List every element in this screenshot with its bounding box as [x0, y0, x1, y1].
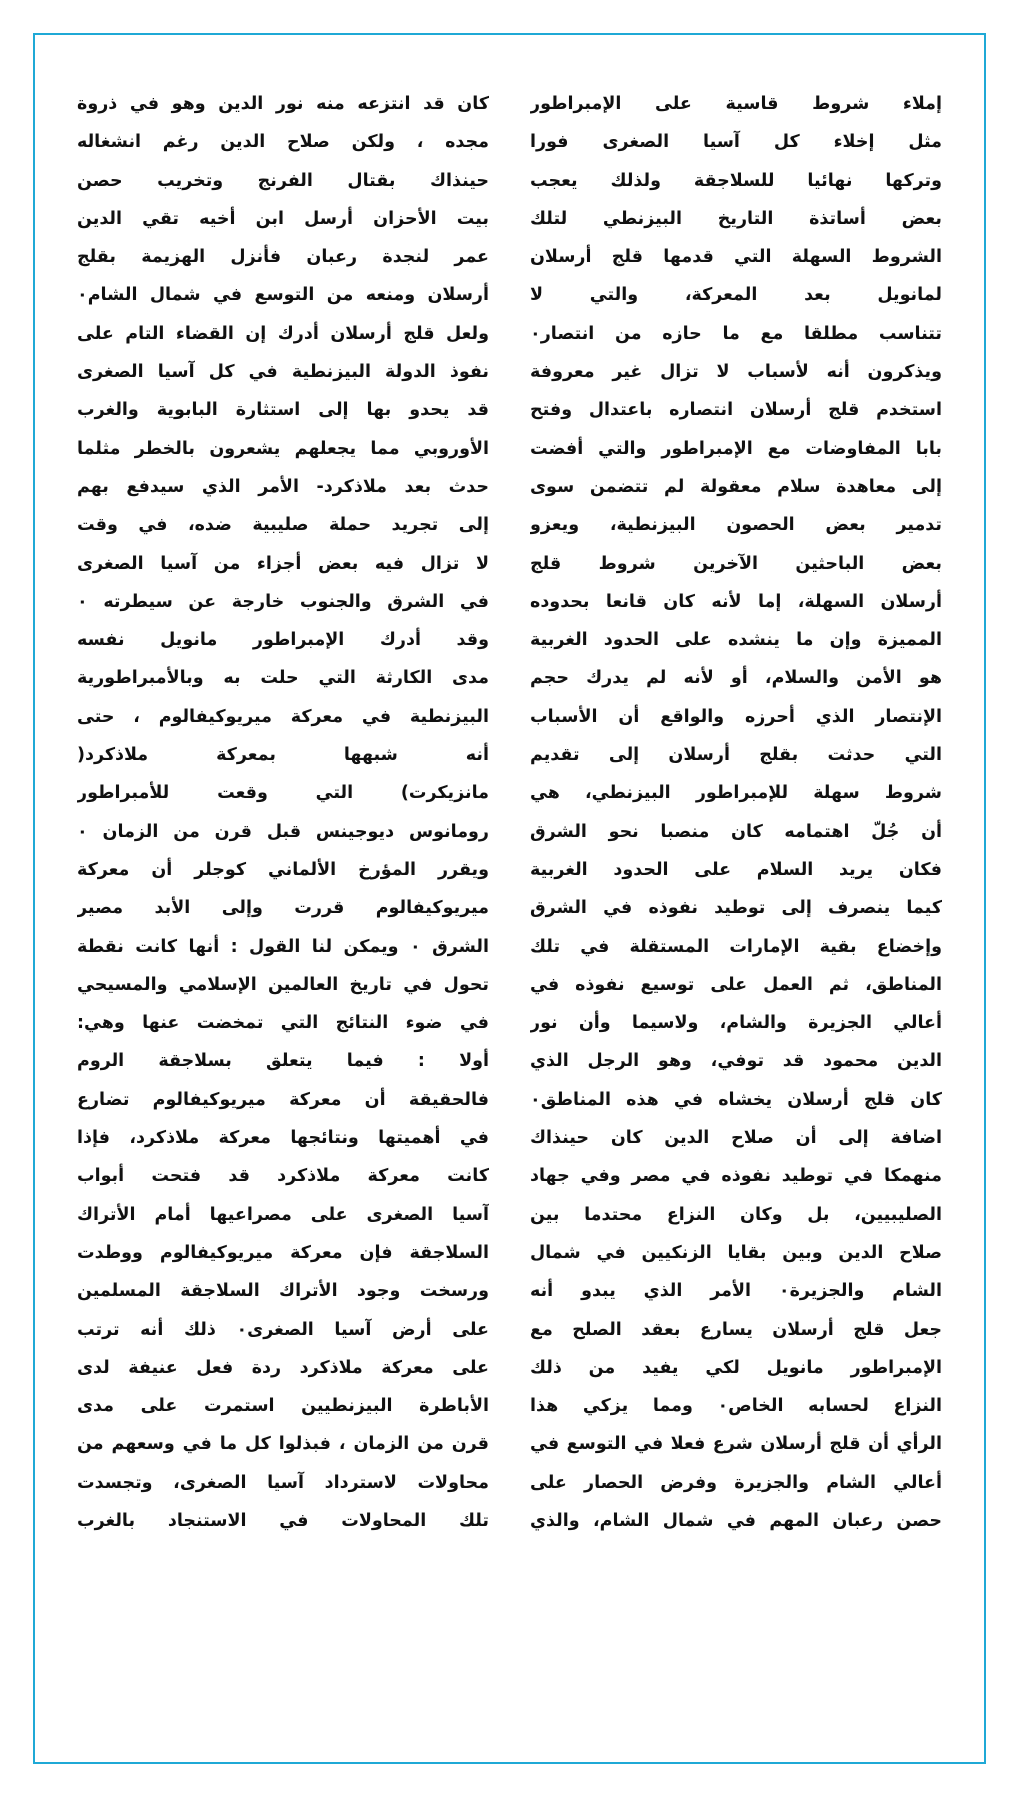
text-line: منهمكا في توطيد نفوذه في مصر وفي جهاد	[530, 1166, 942, 1187]
text-line: كان قد انتزعه منه نور الدين وهو في ذروة	[77, 94, 489, 114]
text-line: لا تزال فيه بعض أجزاء من آسيا الصغرى	[77, 553, 489, 574]
text-line: ويذكرون أنه لأسباب لا تزال غير معروفة	[530, 362, 942, 383]
text-line: أعالي الجزيرة والشام، ولاسيما وأن نور	[530, 1013, 942, 1034]
text-line: المميزة وإن ما ينشده على الحدود الغربية	[530, 630, 942, 651]
text-line: بيت الأحزان أرسل ابن أخيه تقي الدين	[77, 208, 489, 229]
text-line: اضافة إلى أن صلاح الدين كان حينذاك	[530, 1128, 942, 1149]
text-line: بعض الباحثين الآخرين شروط قلج	[530, 553, 942, 574]
text-line: في ضوء النتائج التي تمخضت عنها وهي:	[77, 1013, 489, 1034]
text-line: إلى تجريد حملة صليبية ضده، في وقت	[77, 515, 489, 536]
text-line: تتناسب مطلقا مع ما حازه من انتصار٠	[530, 323, 942, 344]
text-line: على أرض آسيا الصغرى٠ ذلك أنه ترتب	[77, 1319, 489, 1340]
text-line: كانت معركة ملاذكرد قد فتحت أبواب	[77, 1166, 489, 1187]
text-line: ورسخت وجود الأتراك السلاجقة المسلمين	[77, 1281, 489, 1302]
text-line: مجده ، ولكن صلاح الدين رغم انشغاله	[77, 132, 489, 153]
text-line: صلاح الدين وبين بقايا الزنكيين في شمال	[530, 1242, 942, 1263]
text-line: قرن من الزمان ، فبذلوا كل ما في وسعهم من	[77, 1434, 489, 1455]
text-line: الدين محمود قد توفي، وهو الرجل الذي	[530, 1051, 942, 1072]
text-line: على معركة ملاذكرد ردة فعل عنيفة لدى	[77, 1357, 489, 1378]
text-line: قد يحدو بها إلى استثارة البابوية والغرب	[77, 400, 489, 421]
text-line: النزاع لحسابه الخاص٠ ومما يزكي هذا	[530, 1396, 942, 1417]
text-line: آسيا الصغرى على مصراعيها أمام الأتراك	[77, 1204, 489, 1225]
text-line: استخدم قلج أرسلان انتصاره باعتدال وفتح	[530, 400, 942, 421]
text-line: أن جُلّ اهتمامه كان منصبا نحو الشرق	[530, 821, 942, 842]
text-line: لمانويل بعد المعركة، والتي لا	[530, 285, 942, 306]
text-line: عمر لنجدة رعبان فأنزل الهزيمة بقلج	[77, 247, 489, 268]
text-line: الإمبراطور مانويل لكي يفيد من ذلك	[530, 1357, 942, 1378]
text-line: في الشرق والجنوب خارجة عن سيطرته ٠	[77, 591, 489, 612]
text-line: الإنتصار الذي أحرزه والواقع أن الأسباب	[530, 706, 942, 727]
text-column-left	[77, 85, 489, 1540]
text-line: وقد أدرك الإمبراطور مانويل نفسه	[77, 630, 489, 651]
text-line: مانزيكرت) التي وقعت للأمبراطور	[77, 783, 489, 804]
text-line: ميريوكيفالوم قررت وإلى الأبد مصير	[77, 898, 489, 919]
text-line: تلك المحاولات في الاستنجاد بالغرب	[77, 1510, 489, 1531]
text-line: الرأي أن قلج أرسلان شرع فعلا في التوسع في	[530, 1434, 942, 1455]
text-line: البيزنطية في معركة ميريوكيفالوم ، حتى	[77, 706, 489, 727]
text-line: حدث بعد ملاذكرد- الأمر الذي سيدفع بهم	[77, 476, 489, 497]
text-line: في أهميتها ونتائجها معركة ملاذكرد، فإذا	[77, 1128, 489, 1149]
text-line: وإخضاع بقية الإمارات المستقلة في تلك	[530, 936, 942, 957]
text-line: السلاجقة فإن معركة ميريوكيفالوم ووطدت	[77, 1242, 489, 1263]
text-line: الشروط السهلة التي قدمها قلج أرسلان	[530, 247, 942, 268]
text-line: إملاء شروط قاسية على الإمبراطور	[530, 94, 942, 114]
text-line: حينذاك بقتال الفرنج وتخريب حصن	[77, 170, 489, 191]
text-line: مدى الكارثة التي حلت به وبالأمبراطورية	[77, 668, 489, 689]
text-line: الصليبيين، بل وكان النزاع محتدما بين	[530, 1204, 942, 1225]
text-line: جعل قلج أرسلان يسارع بعقد الصلح مع	[530, 1319, 942, 1340]
text-line: مثل إخلاء كل آسيا الصغرى فورا	[530, 132, 942, 153]
text-line: هو الأمن والسلام، أو لأنه لم يدرك حجم	[530, 668, 942, 689]
text-line: المناطق، ثم العمل على توسيع نفوذه في	[530, 974, 942, 995]
text-line: رومانوس ديوجينس قبل قرن من الزمان ٠	[77, 821, 489, 842]
text-line: كيما ينصرف إلى توطيد نفوذه في الشرق	[530, 898, 942, 919]
text-line: إلى معاهدة سلام معقولة لم تتضمن سوى	[530, 476, 942, 497]
text-line: أرسلان السهلة، إما لأنه كان قانعا بحدوده	[530, 591, 942, 612]
text-line: تدمير بعض الحصون البيزنطية، ويعزو	[530, 515, 942, 536]
text-line: ولعل قلج أرسلان أدرك إن القضاء التام على	[77, 323, 489, 344]
text-line: التي حدثت بقلج أرسلان إلى تقديم	[530, 745, 942, 766]
text-column-right	[530, 85, 942, 1540]
text-line: شروط سهلة للإمبراطور البيزنطي، هي	[530, 783, 942, 804]
page-border-frame	[33, 33, 986, 1764]
text-line: فكان يريد السلام على الحدود الغربية	[530, 859, 942, 880]
text-line: نفوذ الدولة البيزنطية في كل آسيا الصغرى	[77, 362, 489, 383]
text-line: محاولات لاسترداد آسيا الصغرى، وتجسدت	[77, 1472, 489, 1493]
text-line: الأباطرة البيزنطيين استمرت على مدى	[77, 1396, 489, 1417]
text-line: الشام والجزيرة٠ الأمر الذي يبدو أنه	[530, 1281, 942, 1302]
text-line: بابا المفاوضات مع الإمبراطور والتي أفضت	[530, 438, 942, 459]
text-line: فالحقيقة أن معركة ميريوكيفالوم تضارع	[77, 1089, 489, 1110]
text-line: أولا : فيما يتعلق بسلاجقة الروم	[77, 1051, 489, 1072]
text-line: أعالي الشام والجزيرة وفرض الحصار على	[530, 1472, 942, 1493]
text-line: تحول في تاريخ العالمين الإسلامي والمسيحي	[77, 974, 489, 995]
text-line: كان قلج أرسلان يخشاه في هذه المناطق٠	[530, 1089, 942, 1110]
text-line: بعض أساتذة التاريخ البيزنطي لتلك	[530, 208, 942, 229]
text-line: وتركها نهائيا للسلاجقة ولذلك يعجب	[530, 170, 942, 191]
text-line: أرسلان ومنعه من التوسع في شمال الشام٠	[77, 285, 489, 306]
text-line: حصن رعبان المهم في شمال الشام، والذي	[530, 1510, 942, 1531]
text-line: ويقرر المؤرخ الألماني كوجلر أن معركة	[77, 859, 489, 880]
text-line: الشرق ٠ ويمكن لنا القول : أنها كانت نقطة	[77, 936, 489, 957]
text-line: أنه شبهها بمعركة ملاذكرد(	[77, 745, 489, 766]
text-line: الأوروبي مما يجعلهم يشعرون بالخطر مثلما	[77, 438, 489, 459]
